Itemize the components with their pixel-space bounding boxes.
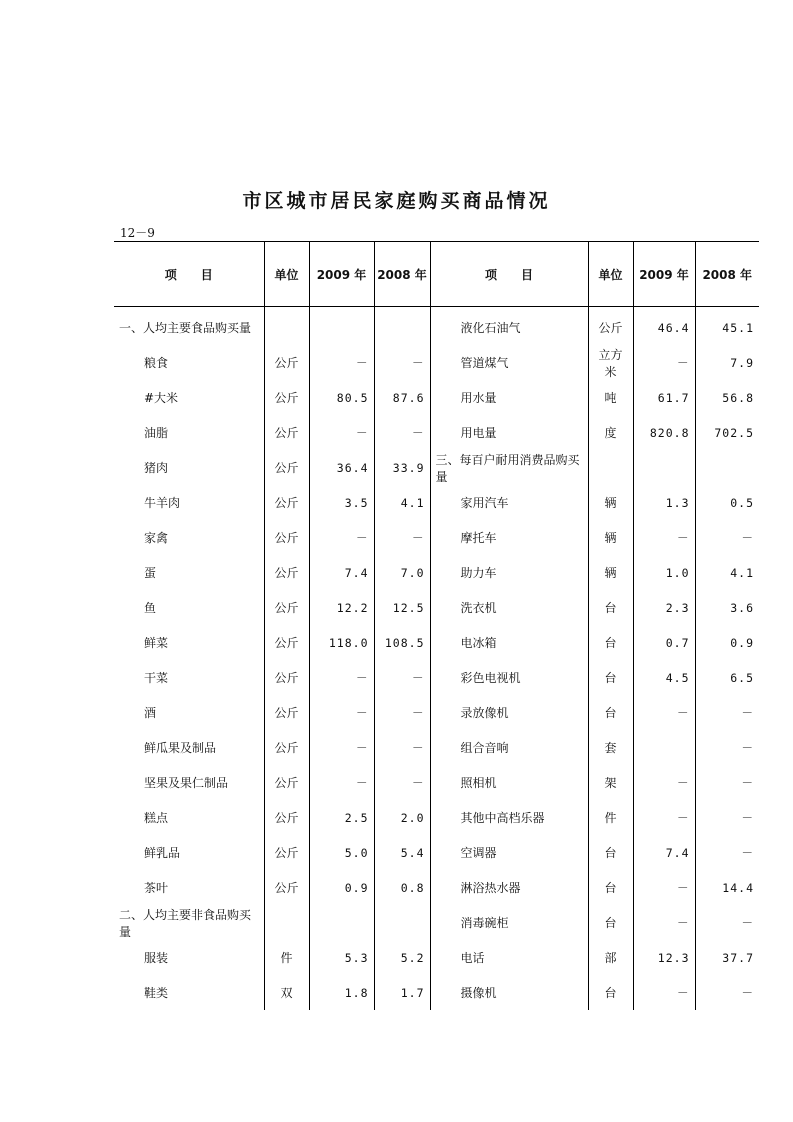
left-unit: 件 <box>264 940 309 975</box>
table-row <box>114 765 759 800</box>
left-value-2008 <box>374 310 430 345</box>
left-value-2009: 80.5 <box>309 380 374 415</box>
header-2009-left: 2009 年 <box>309 242 374 307</box>
right-unit: 台 <box>588 625 633 660</box>
right-value-2008: 702.5 <box>695 415 759 450</box>
left-value-2009 <box>309 310 374 345</box>
left-item-name: 鲜瓜果及制品 <box>144 741 217 755</box>
right-value-2009: － <box>633 345 695 380</box>
right-value-2009: 12.3 <box>633 940 695 975</box>
right-value-2009 <box>633 450 695 485</box>
table-row <box>114 625 759 660</box>
left-value-2009: 118.0 <box>309 625 374 660</box>
left-value-2008: 33.9 <box>374 450 430 485</box>
left-unit: 公斤 <box>264 660 309 695</box>
right-value-2008: 0.9 <box>695 625 759 660</box>
right-value-2009: 4.5 <box>633 660 695 695</box>
right-item-name: 洗衣机 <box>430 590 588 625</box>
right-item-name: 录放像机 <box>430 695 588 730</box>
left-value-2008: － <box>374 765 430 800</box>
left-value-2009: 7.4 <box>309 555 374 590</box>
left-unit: 公斤 <box>264 555 309 590</box>
left-unit: 公斤 <box>264 730 309 765</box>
left-value-2009: 0.9 <box>309 870 374 905</box>
right-unit: 台 <box>588 695 633 730</box>
right-unit: 辆 <box>588 485 633 520</box>
right-value-2009: 1.3 <box>633 485 695 520</box>
left-item-name: 酒 <box>144 706 157 720</box>
left-item-name: #大米 <box>144 391 179 405</box>
right-unit: 立方米 <box>588 345 633 380</box>
left-unit: 公斤 <box>264 835 309 870</box>
right-item-name: 组合音响 <box>430 730 588 765</box>
right-item-name: 家用汽车 <box>430 485 588 520</box>
table-row <box>114 695 759 730</box>
left-item-name: 鞋类 <box>144 986 169 1000</box>
left-unit: 公斤 <box>264 765 309 800</box>
right-unit: 台 <box>588 975 633 1010</box>
right-unit: 公斤 <box>588 310 633 345</box>
right-value-2008: 6.5 <box>695 660 759 695</box>
left-value-2008: 4.1 <box>374 485 430 520</box>
left-item-name: 服装 <box>144 951 169 965</box>
left-value-2009: 5.0 <box>309 835 374 870</box>
left-value-2009: 12.2 <box>309 590 374 625</box>
header-unit-right: 单位 <box>588 242 633 307</box>
table-row <box>114 975 759 1010</box>
right-value-2009: 820.8 <box>633 415 695 450</box>
left-value-2008 <box>374 905 430 940</box>
right-item-name: 空调器 <box>430 835 588 870</box>
purchase-table <box>114 241 759 1010</box>
left-value-2009: － <box>309 660 374 695</box>
left-value-2008: 2.0 <box>374 800 430 835</box>
left-value-2009: 36.4 <box>309 450 374 485</box>
left-value-2009: 5.3 <box>309 940 374 975</box>
header-unit-left: 单位 <box>264 242 309 307</box>
right-item-name: 消毒碗柜 <box>430 905 588 940</box>
right-value-2008: 3.6 <box>695 590 759 625</box>
right-value-2008: 4.1 <box>695 555 759 590</box>
right-item-name: 照相机 <box>430 765 588 800</box>
right-item-name: 三、每百户耐用消费品购买量 <box>430 450 588 485</box>
left-value-2008: － <box>374 415 430 450</box>
table-row <box>114 660 759 695</box>
table-row <box>114 730 759 765</box>
left-unit: 公斤 <box>264 450 309 485</box>
left-value-2008: 7.0 <box>374 555 430 590</box>
left-unit: 双 <box>264 975 309 1010</box>
left-unit: 公斤 <box>264 485 309 520</box>
right-value-2008 <box>695 450 759 485</box>
right-value-2009: － <box>633 975 695 1010</box>
right-value-2009: － <box>633 765 695 800</box>
left-value-2008: － <box>374 730 430 765</box>
left-value-2008: 0.8 <box>374 870 430 905</box>
table-row <box>114 310 759 345</box>
right-value-2009: － <box>633 695 695 730</box>
table-row <box>114 485 759 520</box>
right-value-2009 <box>633 730 695 765</box>
left-value-2008: － <box>374 660 430 695</box>
right-unit: 辆 <box>588 555 633 590</box>
left-value-2009: 1.8 <box>309 975 374 1010</box>
right-value-2008: － <box>695 800 759 835</box>
left-item-name: 鲜乳品 <box>144 846 181 860</box>
left-value-2009: － <box>309 415 374 450</box>
right-unit: 架 <box>588 765 633 800</box>
right-value-2008: － <box>695 835 759 870</box>
right-item-name: 液化石油气 <box>430 310 588 345</box>
left-unit: 公斤 <box>264 415 309 450</box>
left-value-2009: － <box>309 345 374 380</box>
right-value-2009: － <box>633 800 695 835</box>
table-row <box>114 345 759 380</box>
table-row <box>114 870 759 905</box>
right-value-2008: 56.8 <box>695 380 759 415</box>
left-unit <box>264 310 309 345</box>
right-value-2008: － <box>695 765 759 800</box>
header-2008-left: 2008 年 <box>374 242 430 307</box>
right-value-2008: 7.9 <box>695 345 759 380</box>
right-unit: 台 <box>588 660 633 695</box>
right-value-2008: － <box>695 520 759 555</box>
right-item-name: 其他中高档乐器 <box>430 800 588 835</box>
left-unit: 公斤 <box>264 695 309 730</box>
right-unit: 台 <box>588 870 633 905</box>
right-unit: 套 <box>588 730 633 765</box>
left-unit: 公斤 <box>264 590 309 625</box>
left-item-name: 坚果及果仁制品 <box>144 776 229 790</box>
left-item-name: 一、人均主要食品购买量 <box>119 321 252 335</box>
header-item-left: 项 目 <box>114 242 264 307</box>
left-item-name: 鱼 <box>144 601 157 615</box>
left-item-name: 蛋 <box>144 566 157 580</box>
left-item-name: 油脂 <box>144 426 169 440</box>
left-value-2009: － <box>309 695 374 730</box>
right-item-name: 摄像机 <box>430 975 588 1010</box>
table-row <box>114 415 759 450</box>
right-value-2009: － <box>633 870 695 905</box>
left-value-2009: － <box>309 730 374 765</box>
header-2008-right: 2008 年 <box>695 242 759 307</box>
left-item-name: 茶叶 <box>144 881 169 895</box>
left-value-2008: 12.5 <box>374 590 430 625</box>
right-unit: 部 <box>588 940 633 975</box>
left-unit: 公斤 <box>264 800 309 835</box>
right-unit: 台 <box>588 905 633 940</box>
left-item-name: 牛羊肉 <box>144 496 181 510</box>
left-value-2008: 108.5 <box>374 625 430 660</box>
left-value-2008: 87.6 <box>374 380 430 415</box>
left-unit: 公斤 <box>264 345 309 380</box>
right-item-name: 摩托车 <box>430 520 588 555</box>
left-value-2009: 2.5 <box>309 800 374 835</box>
right-value-2008: － <box>695 905 759 940</box>
right-item-name: 用电量 <box>430 415 588 450</box>
right-unit: 度 <box>588 415 633 450</box>
right-value-2008: － <box>695 695 759 730</box>
right-value-2009: 1.0 <box>633 555 695 590</box>
table-row <box>114 835 759 870</box>
page-title: 市区城市居民家庭购买商品情况 <box>242 190 551 212</box>
right-unit <box>588 450 633 485</box>
right-item-name: 管道煤气 <box>430 345 588 380</box>
left-item-name: 粮食 <box>144 356 169 370</box>
right-item-name: 助力车 <box>430 555 588 590</box>
left-item-name: 二、人均主要非食品购买量 <box>119 907 252 939</box>
left-unit <box>264 905 309 940</box>
header-item-right: 项 目 <box>430 242 588 307</box>
header-2009-right: 2009 年 <box>633 242 695 307</box>
left-value-2008: － <box>374 695 430 730</box>
right-unit: 台 <box>588 590 633 625</box>
left-value-2009: 3.5 <box>309 485 374 520</box>
table-row <box>114 380 759 415</box>
left-unit: 公斤 <box>264 625 309 660</box>
table-row <box>114 590 759 625</box>
right-value-2009: 0.7 <box>633 625 695 660</box>
table-row <box>114 520 759 555</box>
left-value-2009: － <box>309 520 374 555</box>
left-value-2008: 5.4 <box>374 835 430 870</box>
table-row <box>114 905 759 940</box>
table-row <box>114 800 759 835</box>
right-value-2008: － <box>695 975 759 1010</box>
right-unit: 台 <box>588 835 633 870</box>
table-row <box>114 940 759 975</box>
right-value-2009: － <box>633 520 695 555</box>
left-unit: 公斤 <box>264 380 309 415</box>
right-value-2009: － <box>633 905 695 940</box>
left-value-2008: － <box>374 520 430 555</box>
left-item-name: 家禽 <box>144 531 169 545</box>
right-value-2009: 7.4 <box>633 835 695 870</box>
left-value-2009 <box>309 905 374 940</box>
right-unit: 吨 <box>588 380 633 415</box>
right-value-2008: 0.5 <box>695 485 759 520</box>
left-value-2008: 5.2 <box>374 940 430 975</box>
right-value-2008: － <box>695 730 759 765</box>
table-row <box>114 450 759 485</box>
right-value-2009: 2.3 <box>633 590 695 625</box>
right-value-2008: 14.4 <box>695 870 759 905</box>
right-item-name: 电冰箱 <box>430 625 588 660</box>
left-item-name: 猪肉 <box>144 461 169 475</box>
left-unit: 公斤 <box>264 870 309 905</box>
header-row <box>114 242 759 307</box>
right-value-2008: 37.7 <box>695 940 759 975</box>
table-number: 12－9 <box>120 226 155 240</box>
right-item-name: 彩色电视机 <box>430 660 588 695</box>
left-value-2008: － <box>374 345 430 380</box>
right-unit: 辆 <box>588 520 633 555</box>
left-unit: 公斤 <box>264 520 309 555</box>
right-value-2008: 45.1 <box>695 310 759 345</box>
right-value-2009: 61.7 <box>633 380 695 415</box>
left-value-2009: － <box>309 765 374 800</box>
right-unit: 件 <box>588 800 633 835</box>
left-item-name: 干菜 <box>144 671 169 685</box>
left-value-2008: 1.7 <box>374 975 430 1010</box>
left-item-name: 鲜菜 <box>144 636 169 650</box>
table-row <box>114 555 759 590</box>
right-item-name: 电话 <box>430 940 588 975</box>
right-item-name: 淋浴热水器 <box>430 870 588 905</box>
right-item-name: 用水量 <box>430 380 588 415</box>
left-item-name: 糕点 <box>144 811 169 825</box>
right-value-2009: 46.4 <box>633 310 695 345</box>
